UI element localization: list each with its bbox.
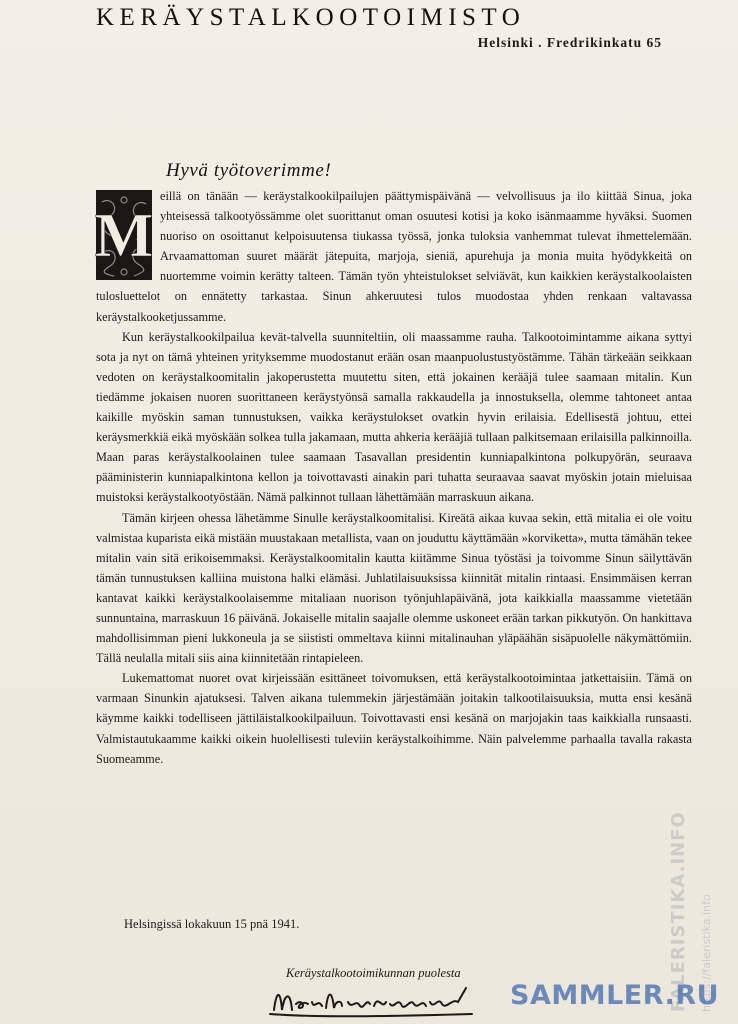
handwritten-signature bbox=[262, 980, 502, 1020]
date-line: Helsingissä lokakuun 15 pnä 1941. bbox=[124, 917, 300, 931]
watermark-bottom: SAMMLER.RU bbox=[510, 980, 719, 1011]
letterhead-title: KERÄYSTALKOOTOIMISTO bbox=[96, 4, 526, 31]
watermark-vertical: FALERISTIKA.INFO bbox=[668, 811, 689, 1012]
watermark-vertical-url: https://faleristika.info bbox=[700, 894, 713, 1012]
on-behalf-line: Keräystalkootoimikunnan puolesta bbox=[286, 966, 461, 980]
letterhead-address: Helsinki . Fredrikinkatu 65 bbox=[477, 35, 662, 50]
dropcap-letter: M bbox=[94, 202, 154, 270]
paragraph-1-text: eillä on tänään — keräystalkookilpailujen päättymispäivänä — velvollisuus ja ilo kiittää Sinua, joka yhteisessä talkootyössämme olet suorittanut oman osuutesi kotisi ja koko isänmaamme hyväksi. Suomen nuoriso on osoittanut kelpoisuutensa tiukassa työssä, jonka tuloksia vanhemmat tulevat ihmettelemään. Arvaamattoman suuret määrät jätepuita, marjoja, sieniä, apurehuja ja monia muita hyödykkeitä on nuortemme voimin kerätty talteen. Tämän työn yhteistulokset selviävät, kun kaikkien keräystalkoolaisten tulosluettelot on ennätetty tarkastaa. Sinun ahkeruutesi tulos muodostaa yhden renkaan valtavassa keräystalkooketjussamme. bbox=[96, 189, 692, 324]
salutation: Hyvä työtoverimme! bbox=[166, 160, 332, 181]
dropcap-ornament bbox=[96, 190, 152, 280]
paragraph-3: Tämän kirjeen ohessa lähetämme Sinulle keräystalkoomitalisi. Kireätä aikaa kuvaa sekin, että mitalia ei ole voitu valmistaa kuparista eikä mistään muustakaan metallista, vaan on jouduttu käyttämään »korviketta», mutta tämähän tekee mitalin vain sitä erikoisemmaksi. Keräystalkoomitalin kautta kiitämme Sinua työstäsi ja toivomme Sinun säilyttävän tämän tunnustuksen kalliina muistona halki elämäsi. Juhlatilaisuuksissa kiinnität mitalin rintaasi. Ensimmäisen kerran kantavat kaikki keräystalkoolaisemme mitaliaan nuorison työnjuhlapäivänä, jota kaikkialla maassamme vietetään sunnuntaina, marraskuun 16 päivänä. Jokaiselle mitalin saajalle olemme uskoneet erään tarkan pikkutyön. On hankittava mahdollisimman pieni lukkoneula ja se siististi ommeltava kiinni mitalinauhan yläpäähän sisäpuolelle näkymättömiin. Tällä neulalla mitali siis aina kiinnitetään rintapieleen. bbox=[96, 510, 692, 666]
paragraph-4: Lukemattomat nuoret ovat kirjeissään esittäneet toivomuksen, että keräystalkootoimintaa jatkettaisiin. Tämä on varmaan Sinunkin ajatuksesi. Talven aikana tulemmekin järjestämään joitakin talkootilaisuuksia, mutta ensi kesänä käymme kaikki todelliseen jättiläistalkookilpailuun. Toivottavasti ensi kesänä on marjojakin taas kaikkialla runsaasti. Valmistautukaamme kaikki oikein huolellisesti tuleviin keräystalkoihimme. Näin palvelemme parhaalla tavalla rakasta Suomeamme. bbox=[96, 671, 692, 766]
paragraph-1 bbox=[96, 186, 692, 327]
paragraph-2: Kun keräystalkookilpailua kevät-talvella suunniteltiin, oli maassamme rauha. Talkootoimintamme aikana syttyi sota ja nyt on tämä yhteinen yrityksemme muodostanut erään osan maanpuolustustyöstämme. Tähän tärkeään seikkaan vedoten on keräystalkoomitalin jakoperustetta muutettu siten, että jokainen kerääjä tulee saamaan mitalin. Kun tiedämme jokaisen nuoren suorittaneen keräystyönsä samalla rakkaudella ja innostuksella, olemme tahtoneet antaa kaikille myöskin saman tunnustuksen, vaikka keräystulokset ovatkin hyvin erilaisia. Edellisestä johtuu, ettei keräysmerkkiä eikä myöskään solkea tulla jakamaan, mutta ahkeria kerääjiä tullaan palkitsemaan erilaisilla palkinnoilla. Maan paras keräystalkoolainen tulee saamaan Tasavallan presidentin kunniapalkintona polkupyörän, seuraava pääministerin kunniapalkintona kellon ja toivottavasti ainakin pari tuhatta seuraavaa saavat myöskin jotain mieluisaa muistoksi keräystalkootyöstään. Nämä palkinnot tullaan lähettämään marraskuun aikana. bbox=[96, 329, 692, 505]
letter-body bbox=[96, 186, 692, 769]
